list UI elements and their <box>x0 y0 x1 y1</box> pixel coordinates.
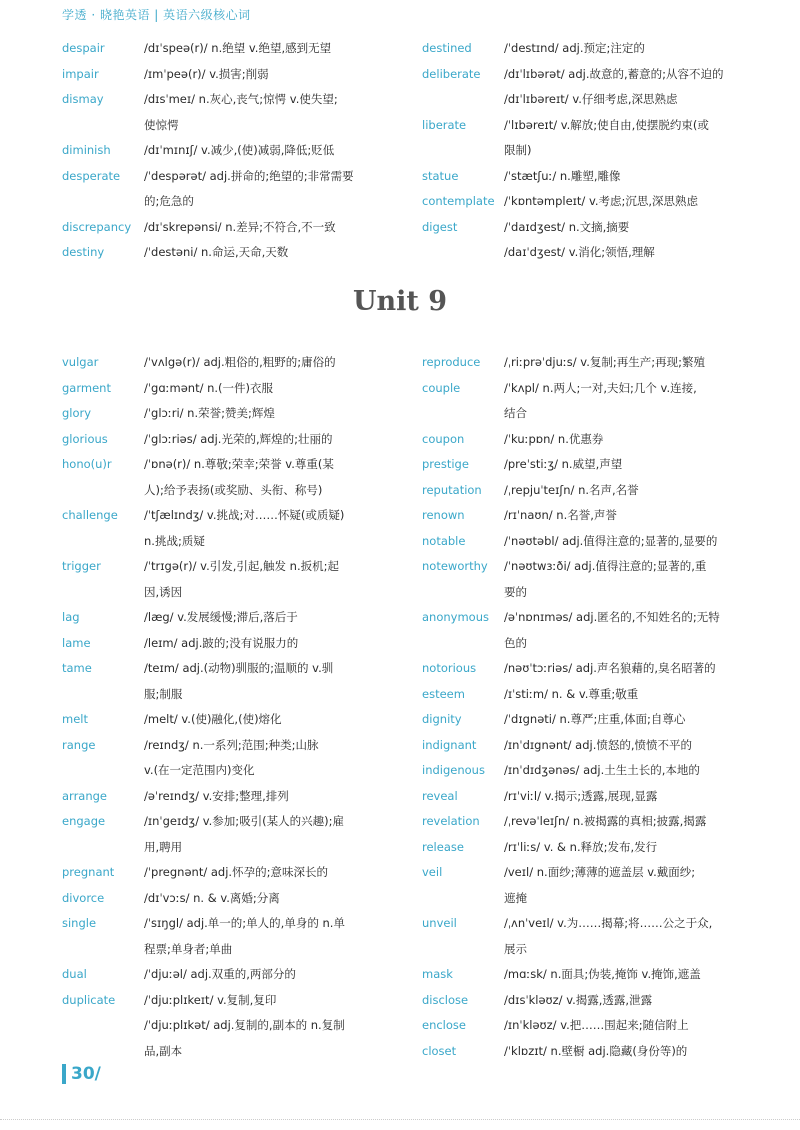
vocab-entry <box>62 240 400 266</box>
definition-line: /ˈdjuːplɪkeɪt/ v.复制,复印 <box>144 992 277 1007</box>
vocab-entry <box>422 809 762 835</box>
definition <box>422 835 762 861</box>
headword: impair <box>62 66 99 81</box>
definition-line: /ˈglɔːriəs/ adj.光荣的,辉煌的;壮丽的 <box>144 431 333 446</box>
headword: mask <box>422 967 453 981</box>
definition-line: 的;危急的 <box>144 194 194 208</box>
vocab-entry <box>422 554 762 605</box>
definition-line: n.挑战;质疑 <box>144 533 205 548</box>
definition-line: /ˌrepjuˈteɪʃn/ n.名声,名誉 <box>504 482 639 497</box>
definition <box>62 784 400 810</box>
definition-line: /dɪsˈkləʊz/ v.揭露,透露,泄露 <box>504 992 653 1007</box>
definition-line: 结合 <box>504 406 527 420</box>
headword: destined <box>422 41 472 55</box>
definition-line: /ˈkʌpl/ n.两人;一对,夫妇;几个 v.连接, <box>504 380 697 395</box>
word-column-right <box>422 350 762 1064</box>
vocab-entry <box>62 962 400 988</box>
vocab-entry <box>422 189 762 215</box>
definition-line: /ˈnəʊtwɜːði/ adj.值得注意的;显著的,重 <box>504 559 707 573</box>
headword: dismay <box>62 92 104 106</box>
vocab-entry <box>422 215 762 266</box>
headword: vulgar <box>62 355 99 369</box>
definition <box>62 962 400 988</box>
definition <box>422 503 762 529</box>
vocab-entry <box>422 707 762 733</box>
headword: lag <box>62 610 80 624</box>
headword: melt <box>62 712 88 726</box>
vocab-entry <box>62 87 400 138</box>
headword: range <box>62 737 96 752</box>
vocab-entry <box>422 605 762 656</box>
headword: despair <box>62 41 105 55</box>
vocab-entry <box>422 529 762 555</box>
definition <box>62 401 400 427</box>
headword: coupon <box>422 431 465 446</box>
definition <box>62 554 400 605</box>
definition-line: /dɪˈlɪbəreɪt/ v.仔细考虑,深思熟虑 <box>504 92 678 106</box>
definition-line: /ˌʌnˈveɪl/ v.为……揭幕;将……公之于众, <box>504 916 713 930</box>
definition-line: /dɪˈmɪnɪʃ/ v.减少,(使)减弱,降低;贬低 <box>144 143 335 157</box>
definition-line: /dɪˈskrepənsi/ n.差异;不符合,不一致 <box>144 219 336 234</box>
headword: reveal <box>422 788 458 803</box>
definition-line: /preˈstiːʒ/ n.威望,声望 <box>504 457 623 471</box>
vocab-entry <box>62 911 400 962</box>
definition-line: /ˈdɪgnəti/ n.尊严;庄重,体面;自尊心 <box>504 712 686 726</box>
definition-line: 品,副本 <box>144 1043 183 1058</box>
definition <box>62 452 400 503</box>
vocab-entry <box>62 886 400 912</box>
definition <box>422 988 762 1014</box>
definition <box>422 911 762 962</box>
vocab-entry <box>62 605 400 631</box>
headword: indignant <box>422 737 477 752</box>
definition-line: /mɑːsk/ n.面具;伪装,掩饰 v.掩饰,遮盖 <box>504 967 701 981</box>
vocab-entry <box>62 452 400 503</box>
definition-line: /ɪmˈpeə(r)/ v.损害;削弱 <box>144 66 269 81</box>
vocab-entry <box>62 860 400 886</box>
vocab-entry <box>422 656 762 682</box>
definition-line: /ˈdestɪnd/ adj.预定;注定的 <box>504 41 645 55</box>
definition-line: /ˈklɒzɪt/ n.壁橱 adj.隐藏(身份等)的 <box>504 1043 688 1058</box>
definition-line: /melt/ v.(使)融化,(使)熔化 <box>144 712 282 726</box>
vocab-entry <box>422 988 762 1014</box>
definition-line: /nəʊˈtɔːriəs/ adj.声名狼藉的,臭名昭著的 <box>504 661 716 675</box>
headword: renown <box>422 508 465 522</box>
vocab-entry <box>422 962 762 988</box>
definition <box>422 1013 762 1039</box>
vocab-entry <box>62 164 400 215</box>
definition-line: /dɪsˈmeɪ/ n.灰心,丧气;惊愕 v.使失望; <box>144 92 338 106</box>
definition-line: /əˈnɒnɪməs/ adj.匿名的,不知姓名的;无特 <box>504 610 720 624</box>
page-number: 30/ <box>62 1064 101 1084</box>
headword: challenge <box>62 508 118 522</box>
vocab-entry <box>422 478 762 504</box>
definition <box>62 605 400 631</box>
vocab-entry <box>62 988 400 1065</box>
headword: pregnant <box>62 865 115 879</box>
definition <box>62 36 400 62</box>
definition-line: /ˈdaɪdʒest/ n.文摘,摘要 <box>504 219 630 234</box>
definition-line: /veɪl/ n.面纱;薄薄的遮盖层 v.戴面纱; <box>504 865 696 879</box>
vocab-entry <box>62 215 400 241</box>
headword: anonymous <box>422 610 489 624</box>
definition <box>422 784 762 810</box>
headword: unveil <box>422 916 457 930</box>
vocab-entry <box>62 656 400 707</box>
definition-line: /dɪˈlɪbərət/ adj.故意的,蓄意的;从容不迫的 <box>504 66 724 81</box>
definition-line: /rɪˈliːs/ v. & n.释放;发布,发行 <box>504 839 658 854</box>
vocab-entry <box>62 401 400 427</box>
running-header: 学透 · 晓艳英语 | 英语六级核心词 <box>62 8 251 22</box>
headword: closet <box>422 1043 457 1058</box>
definition-line: /ˌriːprəˈdjuːs/ v.复制;再生产;再现;繁殖 <box>504 355 705 369</box>
headword: dual <box>62 967 87 981</box>
definition-line: /ˈsɪŋgl/ adj.单一的;单人的,单身的 n.单 <box>144 916 345 930</box>
headword: indigenous <box>422 763 485 777</box>
definition <box>422 215 762 266</box>
vocab-entry <box>422 503 762 529</box>
definition-line: 要的 <box>504 584 527 599</box>
headword: enclose <box>422 1018 466 1032</box>
vocab-entry <box>422 682 762 708</box>
definition <box>62 427 400 453</box>
definition-line: /ˈkuːpɒn/ n.优惠券 <box>504 431 604 446</box>
definition-line: /leɪm/ adj.跛的;没有说服力的 <box>144 635 299 650</box>
definition-line: 人);给予表扬(或奖励、头衔、称号) <box>144 482 323 497</box>
definition-line: /ɪˈstiːm/ n. & v.尊重;敬重 <box>504 686 639 701</box>
vocab-entry <box>62 784 400 810</box>
definition-line: /ˈlɪbəreɪt/ v.解放;使自由,使摆脱约束(或 <box>504 117 709 132</box>
vocab-entry <box>62 631 400 657</box>
headword: reputation <box>422 482 482 497</box>
headword: notorious <box>422 661 477 675</box>
definition-line: /ˈvʌlgə(r)/ adj.粗俗的,粗野的;庸俗的 <box>144 355 336 369</box>
definition-line: /ˈdestəni/ n.命运,天命,天数 <box>144 245 289 259</box>
definition-line: 用,聘用 <box>144 839 183 854</box>
vocab-entry <box>62 733 400 784</box>
definition-line: /ˈnəʊtəbl/ adj.值得注意的;显著的,显要的 <box>504 533 718 548</box>
vocab-entry <box>62 376 400 402</box>
headword: duplicate <box>62 992 116 1007</box>
definition-line: /ˈdjuːplɪkət/ adj.复制的,副本的 n.复制 <box>144 1018 345 1032</box>
definition-line: /ˈtrɪgə(r)/ v.引发,引起,触发 n.扳机;起 <box>144 559 340 573</box>
definition-line: /ˈstætʃuː/ n.雕塑,雕像 <box>504 168 621 183</box>
vocab-entry <box>422 350 762 376</box>
definition <box>62 62 400 88</box>
definition-line: /ˈdespərət/ adj.拼命的;绝望的;非常需要 <box>144 168 354 183</box>
vocab-entry <box>422 113 762 164</box>
vocab-entry <box>422 452 762 478</box>
headword: lame <box>62 635 91 650</box>
headword: liberate <box>422 117 467 132</box>
vocab-entry <box>422 376 762 427</box>
headword: noteworthy <box>422 559 488 573</box>
definition <box>62 350 400 376</box>
vocab-entry <box>422 427 762 453</box>
definition-line: 因,诱因 <box>144 584 183 599</box>
vocab-entry <box>422 835 762 861</box>
unit-title: Unit 9 <box>352 286 448 317</box>
definition-line: /ˈkɒntəmpleɪt/ v.考虑;沉思,深思熟虑 <box>504 194 699 208</box>
definition-line: /əˈreɪndʒ/ v.安排;整理,排列 <box>144 788 289 803</box>
vocab-entry <box>62 350 400 376</box>
definition-line: /dɪˈvɔːs/ n. & v.离婚;分离 <box>144 890 280 905</box>
vocab-entry <box>422 758 762 784</box>
headword: arrange <box>62 788 108 803</box>
definition <box>422 860 762 911</box>
definition-line: /ɪnˈkləʊz/ v.把……围起来;随信附上 <box>504 1018 689 1032</box>
headword: single <box>62 916 97 930</box>
vocab-entry <box>422 911 762 962</box>
headword: dignity <box>422 712 462 726</box>
vocab-entry <box>422 62 762 113</box>
definition-line: /teɪm/ adj.(动物)驯服的;温顺的 v.驯 <box>144 661 334 675</box>
headword: desperate <box>62 168 121 183</box>
definition <box>422 36 762 62</box>
headword: destiny <box>62 245 105 259</box>
definition-line: /ɪnˈgeɪdʒ/ v.参加;吸引(某人的兴趣);雇 <box>144 814 345 828</box>
headword: release <box>422 839 464 854</box>
headword: notable <box>422 533 466 548</box>
definition-line: 限制) <box>504 143 532 157</box>
vocab-entry <box>422 164 762 190</box>
definition <box>62 87 400 138</box>
vocab-entry <box>62 138 400 164</box>
definition-line: 遮掩 <box>504 890 527 905</box>
definition-line: /ˈɒnə(r)/ n.尊敬;荣幸;荣誉 v.尊重(某 <box>144 457 334 471</box>
vocab-entry <box>62 707 400 733</box>
definition <box>62 376 400 402</box>
vocab-entry <box>422 1039 762 1065</box>
headword: reproduce <box>422 355 481 369</box>
headword: garment <box>62 380 111 395</box>
definition-line: /ˌrevəˈleɪʃn/ n.被揭露的真相;披露,揭露 <box>504 814 707 828</box>
definition-line: 色的 <box>504 635 527 650</box>
definition <box>422 164 762 190</box>
definition <box>422 452 762 478</box>
vocab-entry <box>62 503 400 554</box>
definition-line: /ˈtʃælɪndʒ/ v.挑战;对……怀疑(或质疑) <box>144 508 345 522</box>
definition <box>62 656 400 707</box>
headword: engage <box>62 814 106 828</box>
headword: statue <box>422 168 459 183</box>
definition-line: /dɪˈspeə(r)/ n.绝望 v.绝望,感到无望 <box>144 41 332 55</box>
definition-line: /ɪnˈdɪgnənt/ adj.愤怒的,愤愤不平的 <box>504 737 693 752</box>
headword: divorce <box>62 890 105 905</box>
definition-line: /læg/ v.发展缓慢;滞后,落后于 <box>144 610 298 624</box>
definition-line: v.(在一定范围内)变化 <box>144 763 255 777</box>
vocab-entry <box>62 427 400 453</box>
headword: prestige <box>422 457 469 471</box>
definition <box>422 529 762 555</box>
headword: trigger <box>62 559 101 573</box>
vocab-entry <box>62 62 400 88</box>
definition <box>62 911 400 962</box>
definition-line: /ˈgɑːmənt/ n.(一件)衣服 <box>144 380 274 395</box>
footer-divider <box>0 1117 800 1120</box>
headword: disclose <box>422 992 469 1007</box>
definition <box>422 427 762 453</box>
definition-line: /ˈdjuːəl/ adj.双重的,两部分的 <box>144 967 296 981</box>
vocab-entry <box>422 860 762 911</box>
definition-line: /reɪndʒ/ n.一系列;范围;种类;山脉 <box>144 737 319 752</box>
definition <box>62 809 400 860</box>
definition <box>62 886 400 912</box>
definition-line: 使惊愕 <box>144 117 179 132</box>
definition-line: 程票;单身者;单曲 <box>144 941 233 956</box>
headword: veil <box>422 865 443 879</box>
headword: deliberate <box>422 66 481 81</box>
definition <box>62 138 400 164</box>
vocab-entry <box>422 733 762 759</box>
definition <box>62 240 400 266</box>
headword: digest <box>422 219 458 234</box>
definition <box>62 631 400 657</box>
definition-line: 服;制服 <box>144 686 183 701</box>
definition <box>62 707 400 733</box>
vocab-entry <box>422 36 762 62</box>
headword: revelation <box>422 814 480 828</box>
headword: esteem <box>422 686 465 701</box>
headword: discrepancy <box>62 219 132 234</box>
definition-line: /daɪˈdʒest/ v.消化;领悟,理解 <box>504 245 655 259</box>
headword: tame <box>62 661 92 675</box>
headword: hono(u)r <box>62 457 112 471</box>
definition <box>422 1039 762 1065</box>
word-column-left <box>62 350 400 1064</box>
vocab-entry <box>422 784 762 810</box>
definition <box>422 376 762 427</box>
definition-line: /rɪˈnaʊn/ n.名誉,声誉 <box>504 508 617 522</box>
vocab-entry <box>422 1013 762 1039</box>
vocab-entry <box>62 36 400 62</box>
vocab-entry <box>62 809 400 860</box>
definition-line: /ˈpregnənt/ adj.怀孕的;意味深长的 <box>144 865 328 879</box>
definition <box>62 733 400 784</box>
definition <box>422 113 762 164</box>
definition-line: /rɪˈviːl/ v.揭示;透露,展现,显露 <box>504 788 658 803</box>
headword: diminish <box>62 143 111 157</box>
word-column-right <box>422 36 762 266</box>
headword: glorious <box>62 431 108 446</box>
word-column-left <box>62 36 400 266</box>
headword: glory <box>62 406 92 420</box>
definition <box>422 682 762 708</box>
definition-line: 展示 <box>504 941 527 956</box>
headword: couple <box>422 380 461 395</box>
vocab-entry <box>62 554 400 605</box>
definition-line: /ˈglɔːri/ n.荣誉;赞美;辉煌 <box>144 406 275 420</box>
definition <box>422 962 762 988</box>
definition <box>422 707 762 733</box>
definition-line: /ɪnˈdɪdʒənəs/ adj.土生土长的,本地的 <box>504 763 700 777</box>
headword: contemplate <box>422 194 495 208</box>
